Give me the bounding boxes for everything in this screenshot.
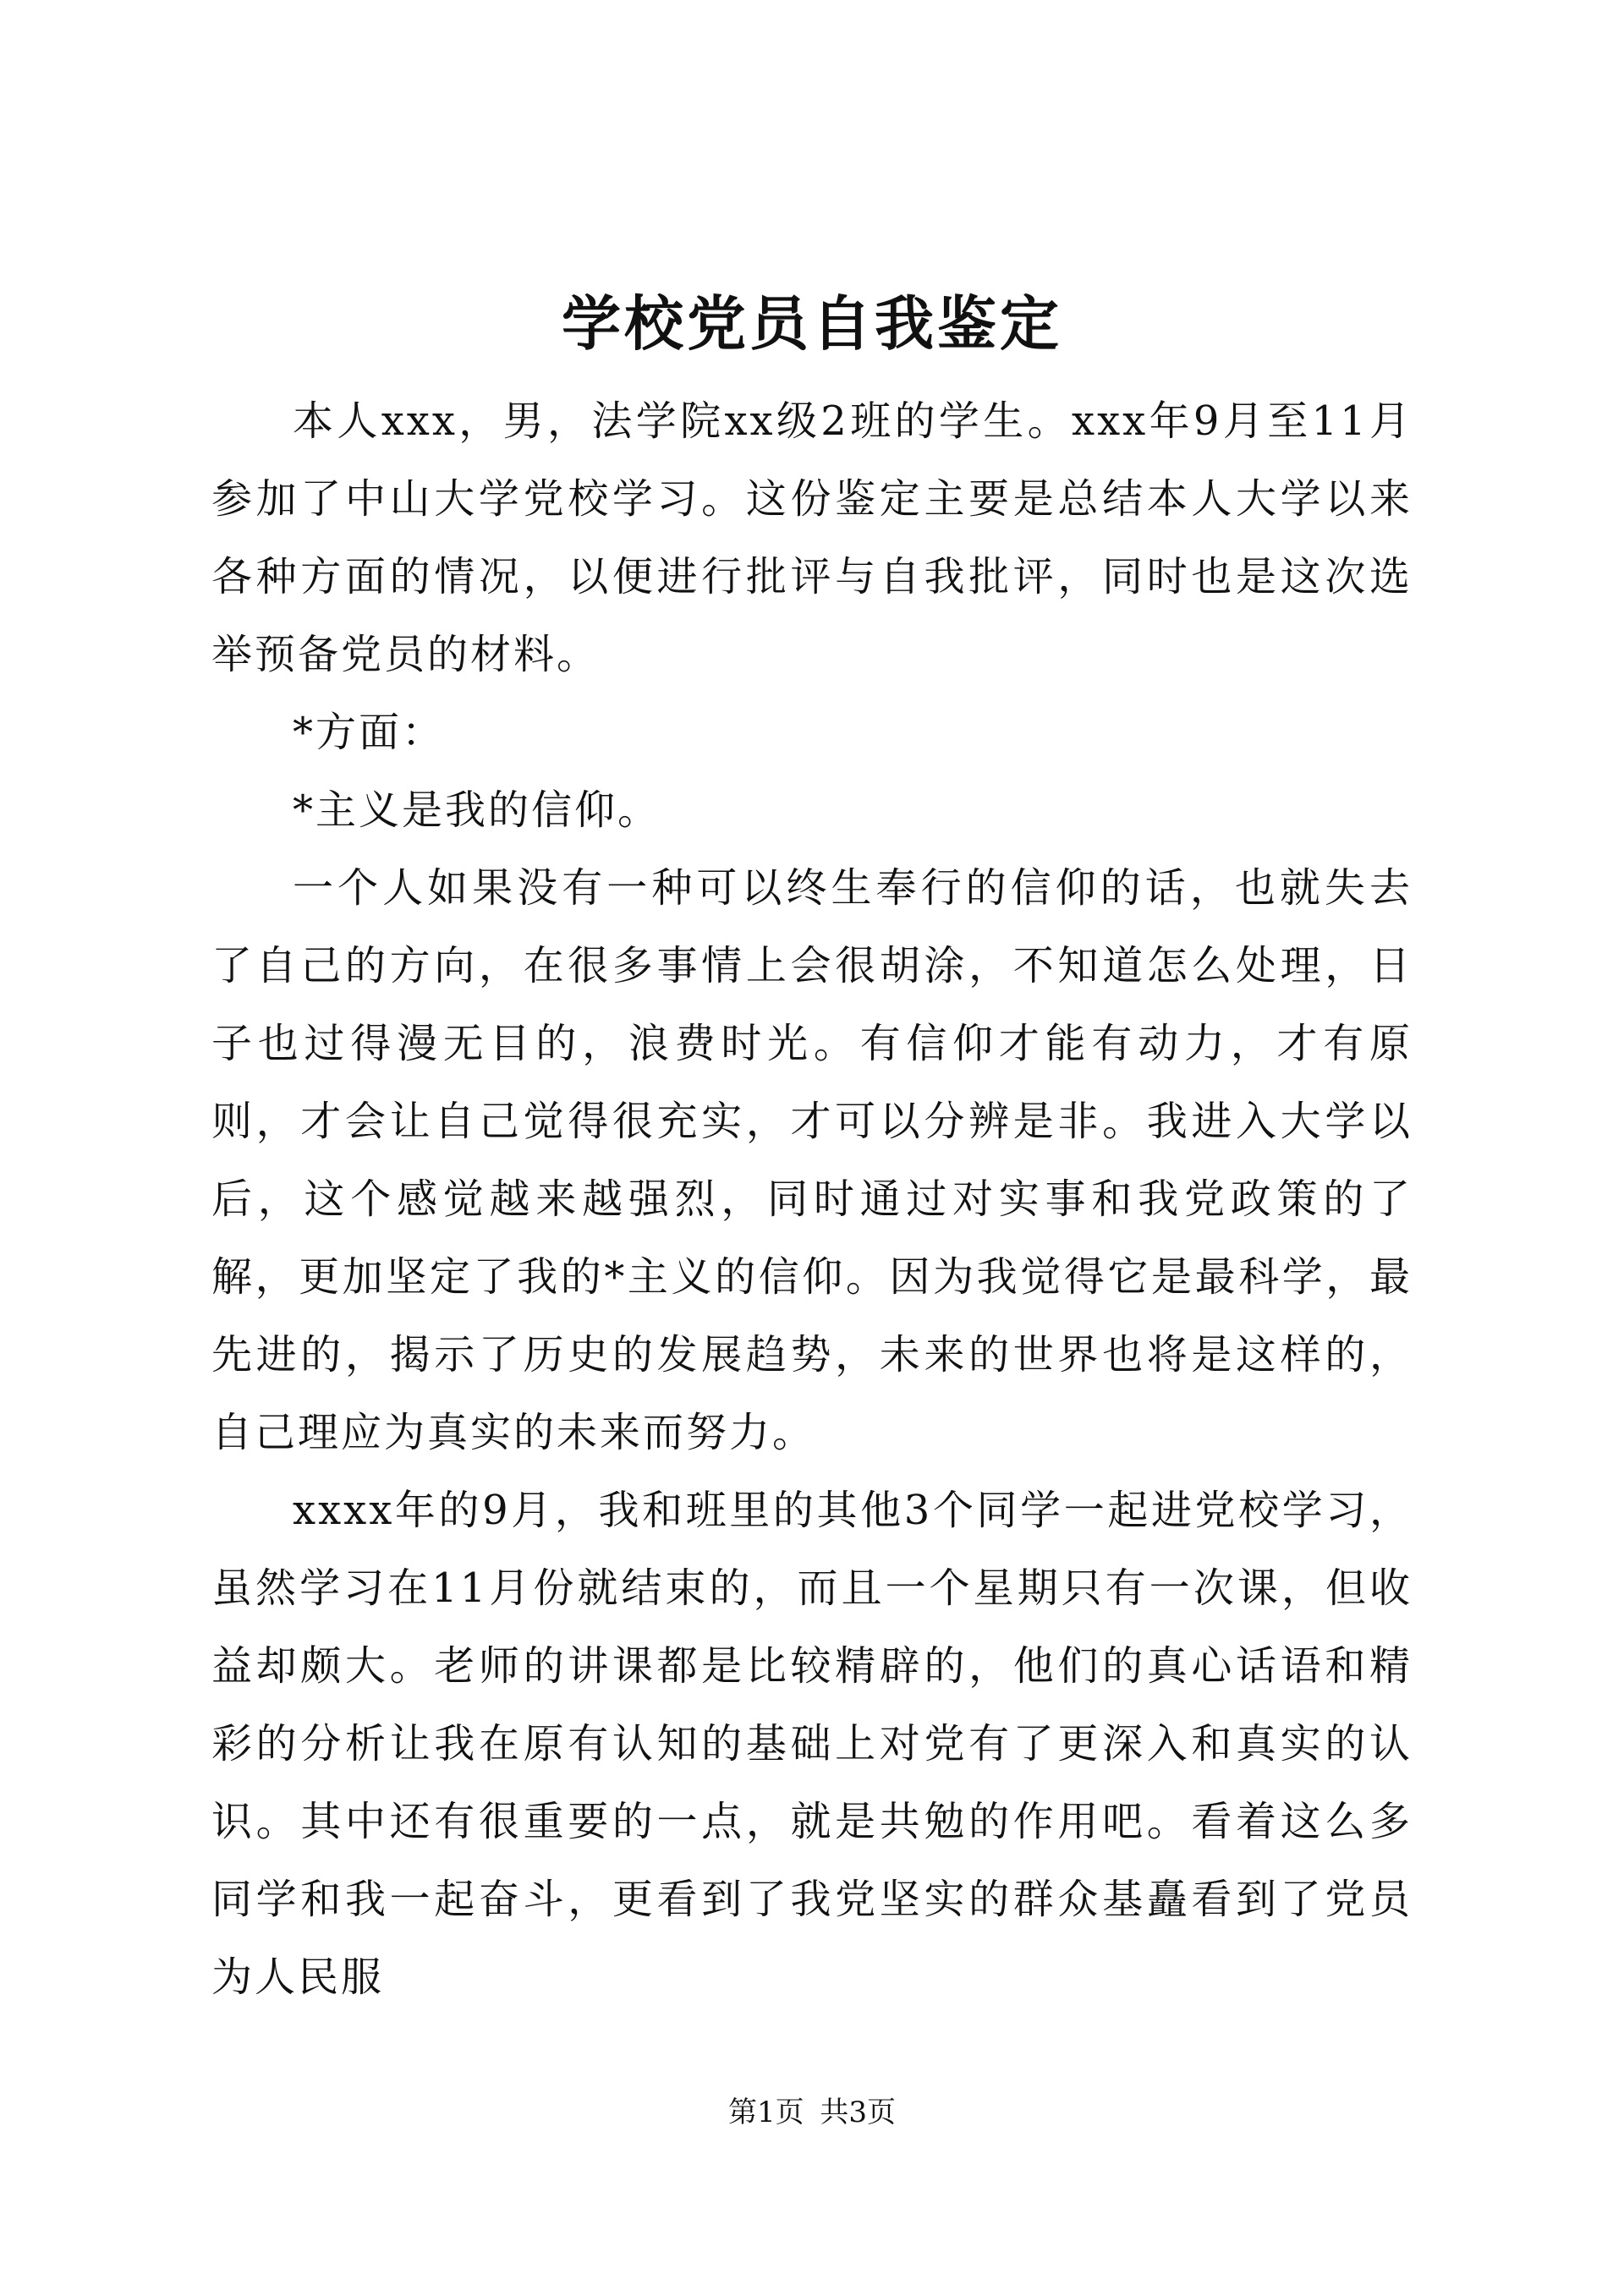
paragraph-party-school: xxxx年的9月，我和班里的其他3个同学一起进党校学习，虽然学习在11月份就结束的，而且一个星期只有一次课，但收益却颇大。老师的讲课都是比较精辟的，他们的真心话语和精彩的分析让我在原有认知的基础上对党有了更深入和真实的认识。其中还有很重要的一点，就是共勉的作用吧。看着这么多同学和我一起奋斗，更看到了我党坚实的群众基矗看到了党员为人民服 xyxy=(211,1487,1413,2001)
document-title: 学校党员自我鉴定 xyxy=(562,288,1062,359)
page-footer xyxy=(0,2091,1624,2134)
paragraph-faith: 一个人如果没有一种可以终生奉行的信仰的话，也就失去了自己的方向，在很多事情上会很胡涂，不知道怎么处理，日子也过得漫无目的，浪费时光。有信仰才能有动力，才有原则，才会让自己觉得很充实，才可以分辨是非。我进入大学以后，这个感觉越来越强烈，同时通过对实事和我党政策的了解，更加坚定了我的*主义的信仰。因为我觉得它是最科学，最先进的，揭示了历史的发展趋势，未来的世界也将是这样的，自己理应为真实的未来而努力。 xyxy=(211,864,1413,1456)
paragraph-intro: 本人xxx，男，法学院xx级2班的学生。xxx年9月至11月参加了中山大学党校学习。这份鉴定主要是总结本人大学以来各种方面的情况，以便进行批评与自我批评，同时也是这次选举预备党员的材料。 xyxy=(211,397,1413,678)
paragraph-belief: *主义是我的信仰。 xyxy=(293,786,661,834)
paragraph-section-heading: *方面： xyxy=(293,709,446,756)
page-total: 共3页 xyxy=(820,2096,897,2129)
document-body xyxy=(211,382,1413,2016)
page-number: 第1页 xyxy=(727,2096,804,2129)
